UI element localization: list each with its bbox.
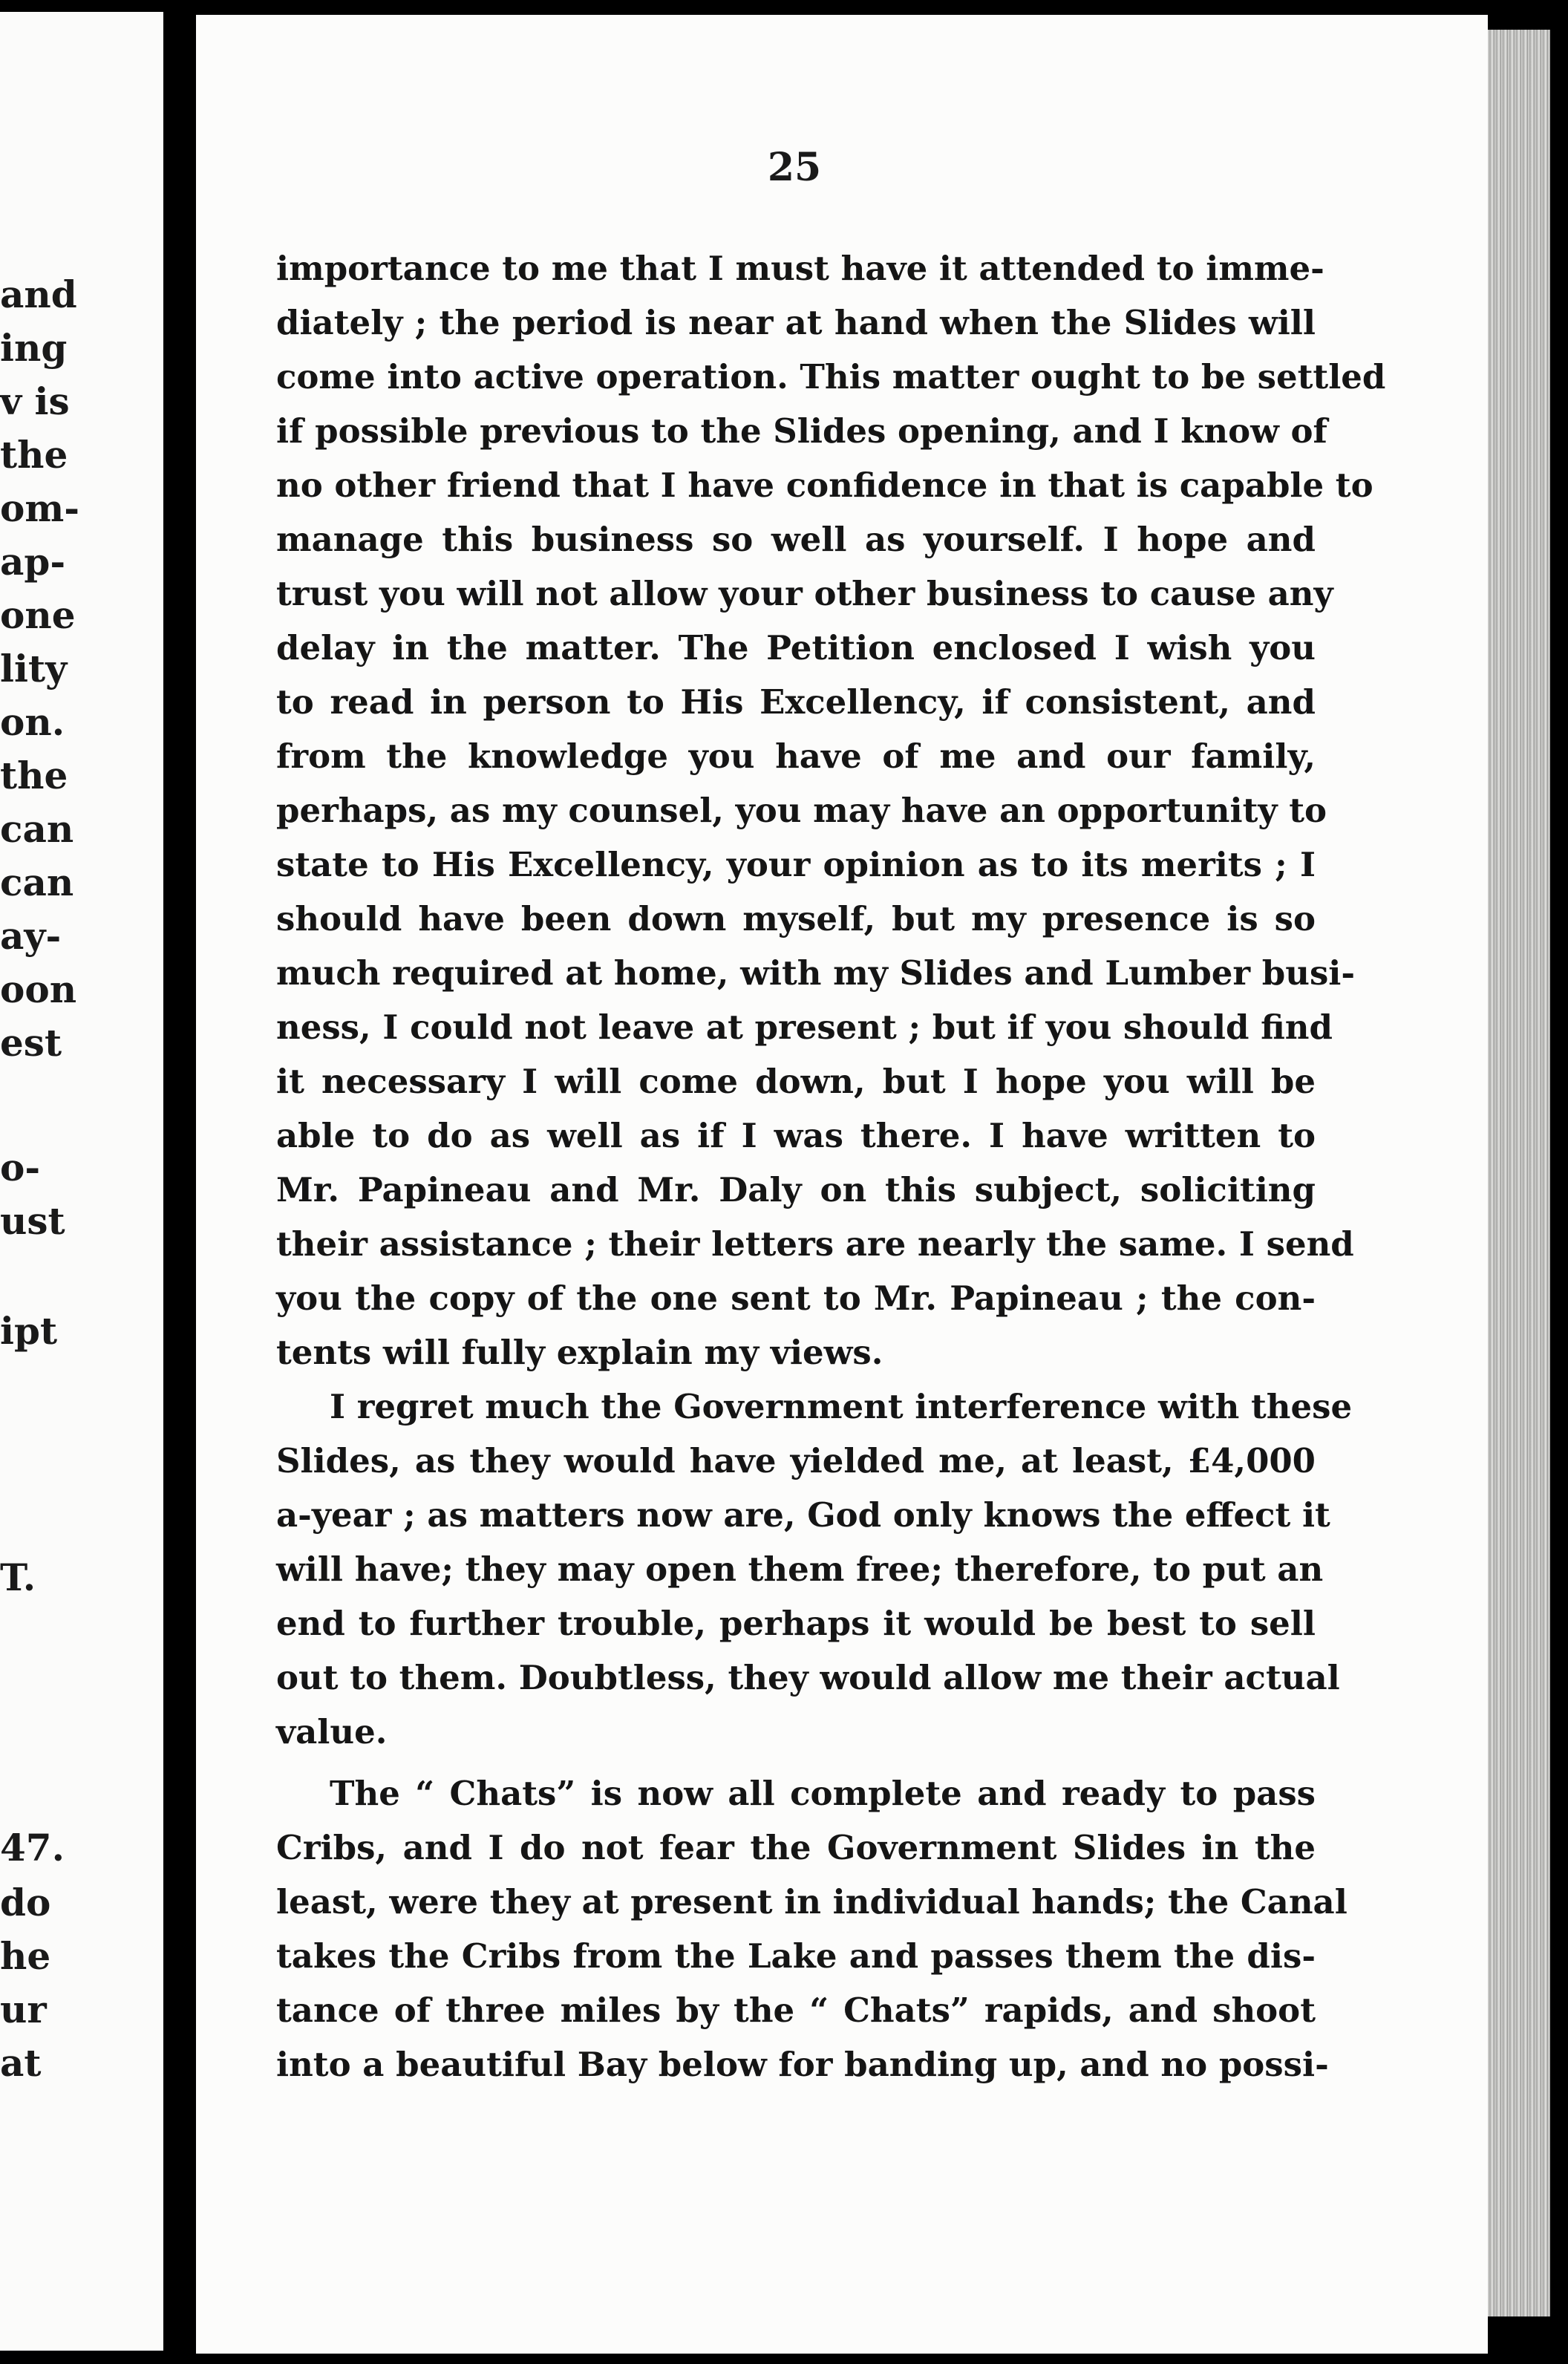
left-page-fragment: can <box>0 807 74 851</box>
left-facing-page <box>0 12 163 2351</box>
text-line: into a beautiful Bay below for banding up, and no possi- <box>276 2045 1329 2084</box>
text-line: state to His Excellency, your opinion as to its merits ; I <box>276 845 1316 884</box>
text-line: from the knowledge you have of me and our family, <box>276 737 1316 776</box>
text-line: if possible previous to the Slides opening, and I know of <box>276 411 1327 451</box>
text-line: should have been down myself, but my presence is so <box>276 899 1316 938</box>
left-page-fragment: om- <box>0 486 80 530</box>
page-number: 25 <box>767 145 822 190</box>
text-line: diately ; the period is near at hand when the Slides will <box>276 303 1316 342</box>
text-line: out to them. Doubtless, they would allow me their actual <box>276 1658 1340 1697</box>
text-line: delay in the matter. The Petition enclosed I wish you <box>276 628 1316 667</box>
text-line: their assistance ; their letters are nearly the same. I send <box>276 1224 1354 1264</box>
book-gutter <box>163 0 196 2364</box>
left-page-fragment: est <box>0 1021 62 1065</box>
text-line: come into active operation. This matter ought to be settled <box>276 357 1386 396</box>
text-line: to read in person to His Excellency, if consistent, and <box>276 682 1316 722</box>
text-line: you the copy of the one sent to Mr. Papineau ; the con- <box>276 1279 1316 1318</box>
left-page-fragment: o- <box>0 1146 41 1189</box>
left-page-fragment: 47. <box>0 1826 65 1870</box>
left-page-fragment: at <box>0 2041 42 2085</box>
left-page-fragment: oon <box>0 967 77 1011</box>
left-page-fragment: ing <box>0 326 68 370</box>
text-line: Mr. Papineau and Mr. Daly on this subject, soliciting <box>276 1170 1316 1209</box>
text-line: it necessary I will come down, but I hope you will be <box>276 1062 1316 1101</box>
text-line: Slides, as they would have yielded me, at least, £4,000 <box>276 1441 1316 1480</box>
text-line: end to further trouble, perhaps it would be best to sell <box>276 1604 1316 1643</box>
text-line: much required at home, with my Slides and Lumber busi- <box>276 953 1356 993</box>
left-page-fragment: ust <box>0 1199 65 1243</box>
text-line: I regret much the Government interference with these <box>330 1387 1353 1426</box>
left-page-fragment: T. <box>0 1555 36 1599</box>
text-line: no other friend that I have confidence in that is capable to <box>276 466 1373 505</box>
text-line: least, were they at present in individual hands; the Canal <box>276 1882 1348 1921</box>
left-page-fragment: he <box>0 1934 51 1978</box>
page-edges <box>1488 30 1550 2316</box>
left-page-fragment: ay- <box>0 914 62 958</box>
left-page-fragment: the <box>0 433 68 477</box>
text-line: tance of three miles by the “ Chats” rapids, and shoot <box>276 1991 1316 2030</box>
left-page-fragment: on. <box>0 700 65 744</box>
text-line: perhaps, as my counsel, you may have an opportunity to <box>276 791 1327 830</box>
left-page-fragment: do <box>0 1881 51 1924</box>
left-page-fragment: v is <box>0 379 70 423</box>
text-line: importance to me that I must have it attended to imme- <box>276 249 1324 288</box>
body-text <box>276 241 1386 2092</box>
text-line: tents will fully explain my views. <box>276 1333 883 1372</box>
left-page-fragment: ap- <box>0 540 66 584</box>
text-line: The “ Chats” is now all complete and ready to pass <box>330 1774 1316 1813</box>
left-page-fragment: lity <box>0 647 68 690</box>
text-line: value. <box>276 1712 388 1751</box>
text-line: takes the Cribs from the Lake and passes them the dis- <box>276 1936 1316 1976</box>
text-line: a-year ; as matters now are, God only knows the effect it <box>276 1495 1330 1535</box>
left-page-fragment: the <box>0 754 68 797</box>
text-line: will have; they may open them free; therefore, to put an <box>276 1550 1324 1589</box>
text-line: manage this business so well as yourself. I hope and <box>276 520 1316 559</box>
left-page-fragment: ur <box>0 1988 47 2031</box>
text-line: ness, I could not leave at present ; but if you should find <box>276 1008 1333 1047</box>
left-page-fragment: and <box>0 272 77 316</box>
left-page-fragment: ipt <box>0 1309 58 1353</box>
text-line: Cribs, and I do not fear the Government Slides in the <box>276 1828 1316 1867</box>
left-page-fragment: can <box>0 861 74 904</box>
left-page-fragment: one <box>0 593 76 637</box>
text-line: able to do as well as if I was there. I have written to <box>276 1116 1316 1155</box>
text-line: trust you will not allow your other business to cause any <box>276 574 1333 613</box>
